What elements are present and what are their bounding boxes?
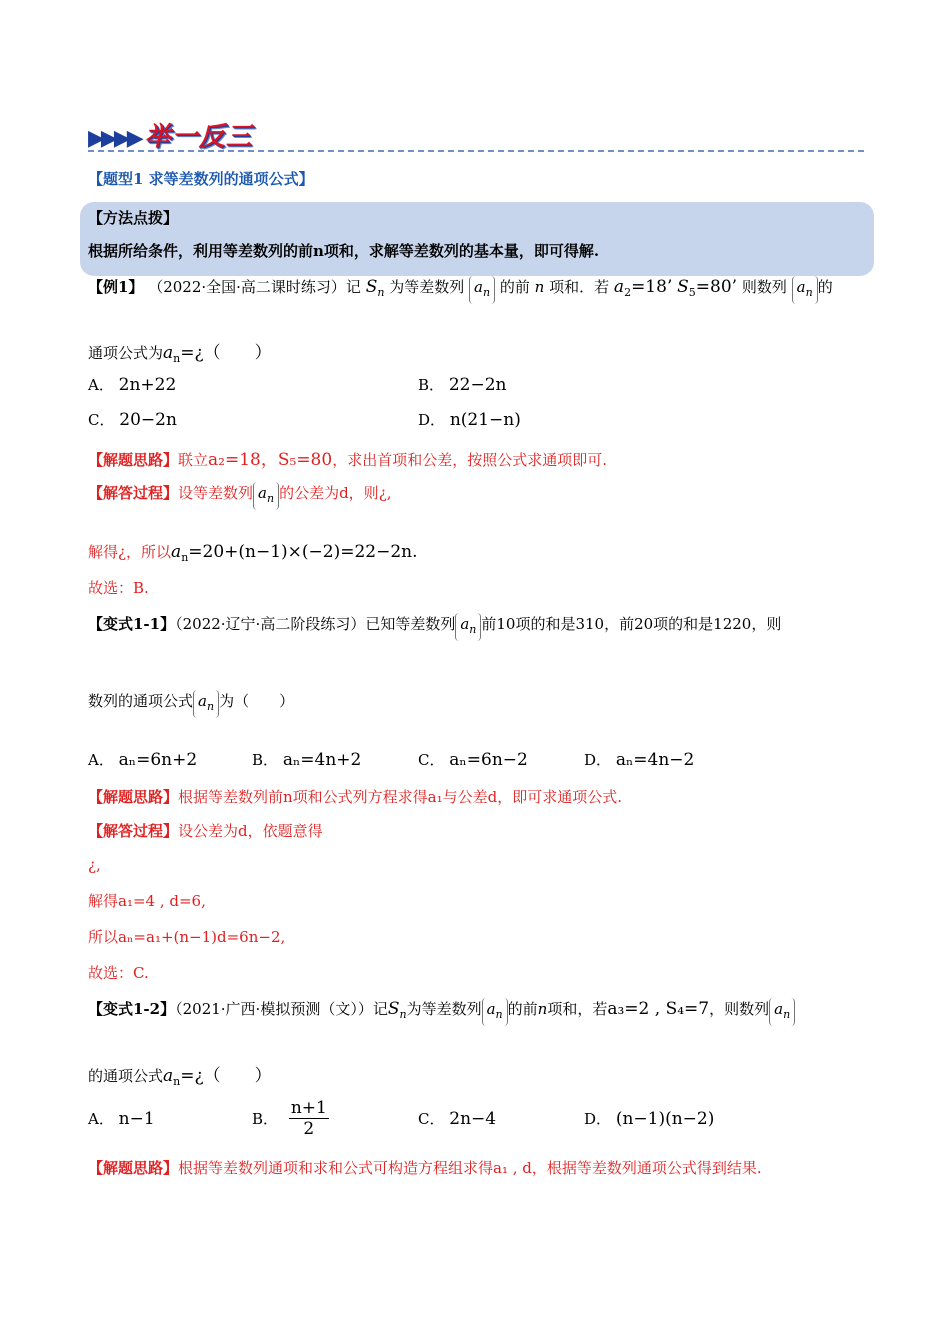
sequence-bracket: $a_n$ <box>455 613 481 641</box>
header-divider <box>88 150 864 152</box>
option-c[interactable]: C． aₙ=6n−2 <box>418 750 528 770</box>
variant2-idea: 【解题思路】根据等差数列通项和求和公式可构造方程组求得a₁ , d，根据等差数列通项公式得到结果. <box>88 1159 762 1177</box>
option-d[interactable]: D． n(21−n) <box>418 410 521 430</box>
section-title: 【题型1 求等差数列的通项公式】 <box>88 170 314 188</box>
option-a[interactable]: A． n−1 <box>88 1109 155 1129</box>
variant1-question: 【变式1-1】（2022·辽宁·高二阶段练习）已知等差数列 $a_n$ 前10项的和是310，前20项的和是1220，则 <box>88 613 781 641</box>
option-a[interactable]: A． 2n+22 <box>88 375 177 395</box>
option-b[interactable]: B． 22−2n <box>418 375 507 395</box>
option-c[interactable]: C． 2n−4 <box>418 1109 497 1129</box>
sequence-bracket: $a_n$ <box>792 276 818 304</box>
variant1-process: 【解答过程】设公差为d，依题意得 <box>88 822 323 840</box>
sequence-bracket: $a_n$ <box>469 276 495 304</box>
variant2-tag: 【变式1-2】 <box>88 1000 176 1018</box>
solve-formula: $a_n=20+(n-1)\times(-2)=22-2n$. <box>171 542 418 564</box>
option-b[interactable]: B． aₙ=4n+2 <box>252 750 362 770</box>
q-text: 为等差数列 <box>389 278 465 296</box>
sequence-bracket: $a_n$ <box>769 998 795 1026</box>
variant1-answer: 故选：C. <box>88 964 149 982</box>
an-formula: $a_n=¿$（ ） <box>163 343 272 365</box>
example1-tag: 【例1】 <box>88 278 144 296</box>
sequence-bracket: $a_n$ <box>482 998 508 1026</box>
variant2-question: 【变式1-2】（2021·广西·模拟预测（文））记$S_n$为等差数列 $a_n$ 的前n项和，若a₃=2 , S₄=7，则数列 $a_n$ <box>88 998 795 1026</box>
cond1: $a_2=18$’ <box>613 277 673 299</box>
variant1-solve2: 所以aₙ=a₁+(n−1)d=6n−2, <box>88 928 286 946</box>
q-text: 项和．若 <box>549 278 610 296</box>
cond2: $S_5=80$’ <box>677 277 738 299</box>
sequence-bracket: $a_n$ <box>253 482 279 510</box>
option-c[interactable]: C． 20−2n <box>88 410 177 430</box>
header-logo <box>88 116 253 153</box>
variant2-question-line2: 的通项公式$a_n=¿$（ ） <box>88 1066 272 1088</box>
example1-question-line2 <box>88 338 272 365</box>
q-text: 的前 <box>499 278 530 296</box>
example1-question <box>88 276 833 304</box>
fraction: $\frac{n+1}{2}$ <box>290 1098 327 1139</box>
q-n: n <box>534 278 545 296</box>
idea-label: 【解题思路】 <box>88 1159 179 1177</box>
method-box <box>80 202 874 276</box>
method-label: 【方法点拨】 <box>88 209 179 227</box>
option-d[interactable]: D． aₙ=4n−2 <box>584 750 695 770</box>
q-text: 则数列 <box>741 278 787 296</box>
variant1-idea: 【解题思路】根据等差数列前n项和公式列方程求得a₁与公差d，即可求通项公式. <box>88 788 623 806</box>
idea-label: 【解题思路】 <box>88 451 179 469</box>
example1-idea: 【解题思路】联立a₂=18，S₅=80，求出首项和公差，按照公式求通项即可. <box>88 450 607 470</box>
method-text: 根据所给条件，利用等差数列的前n项和，求解等差数列的基本量，即可得解. <box>88 242 600 260</box>
option-d[interactable]: D． (n−1)(n−2) <box>584 1109 715 1129</box>
variant1-solve1: 解得a₁=4 , d=6, <box>88 892 206 910</box>
variant1-question-line2: 数列的通项公式 $a_n$ 为（ ） <box>88 690 294 718</box>
option-b[interactable]: B． $\frac{n+1}{2}$ <box>252 1098 327 1139</box>
q-text: 的 <box>817 278 833 296</box>
arrows-icon: ▶▶▶▶ <box>88 125 140 151</box>
example1-source: （2022·全国·高二课时练习）记 <box>148 278 361 296</box>
idea-label: 【解题思路】 <box>88 788 179 806</box>
option-a[interactable]: A． aₙ=6n+2 <box>88 750 198 770</box>
variant1-tag: 【变式1-1】 <box>88 615 176 633</box>
q-text: 通项公式为 <box>88 344 164 362</box>
example1-answer: 故选：B. <box>88 579 149 597</box>
process-label: 【解答过程】 <box>88 484 179 502</box>
example1-process: 【解答过程】设等差数列 $a_n$ 的公差为d，则¿, <box>88 482 392 510</box>
variant1-process-line2: ¿, <box>88 856 101 874</box>
sequence-bracket: $a_n$ <box>193 690 219 718</box>
sum-symbol: $S_n$ <box>387 999 407 1021</box>
sum-symbol: $S_n$ <box>365 277 385 299</box>
process-label: 【解答过程】 <box>88 822 179 840</box>
logo-text: 举一反三 <box>144 122 253 152</box>
an-formula: $a_n=¿$（ ） <box>163 1066 272 1088</box>
example1-solve: 解得¿，所以$a_n=20+(n-1)\times(-2)=22-2n$. <box>88 542 418 564</box>
